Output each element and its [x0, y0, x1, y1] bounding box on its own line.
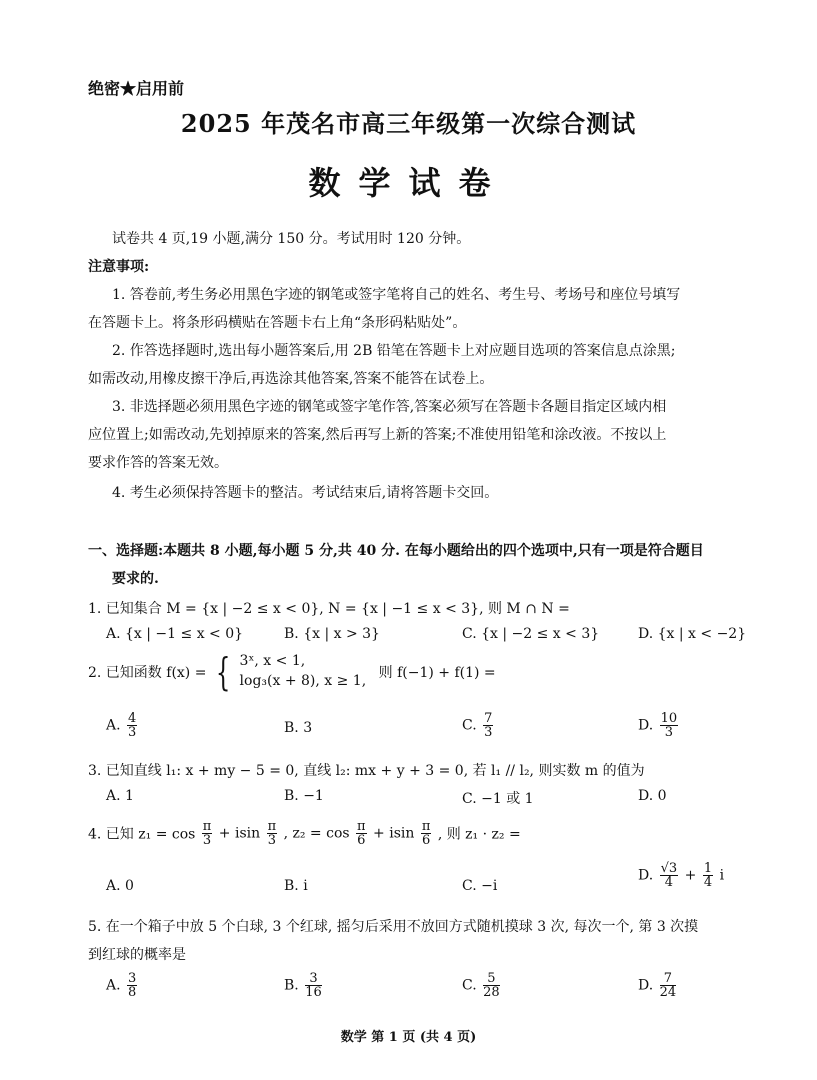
q2-d-fraction: [660, 712, 679, 739]
q5-d-label: D.: [638, 977, 654, 994]
q4-pi: π: [357, 819, 366, 834]
q4-pi: π: [202, 819, 212, 834]
q4-option-d: [638, 862, 724, 889]
q1-option-b: B. {x | x > 3}: [284, 626, 380, 642]
question-5-stem: 5. 在一个箱子中放 5 个白球, 3 个红球, 摇匀后采用不放回方式随机摸球 3 次, 每次一个, 第 3 次摸: [88, 919, 699, 935]
notice-line: 要求作答的答案无效。: [88, 455, 228, 471]
q4-d-plus: +: [684, 867, 697, 884]
q2-d-den: 3: [664, 725, 674, 740]
exam-intro: 试卷共 4 页,19 小题,满分 150 分。考试用时 120 分钟。: [112, 231, 471, 247]
question-4-stem: [88, 820, 521, 847]
q2-piecewise: [240, 652, 367, 691]
confidential-label: 绝密★启用前: [88, 79, 185, 98]
question-5-stem-cont: 到红球的概率是: [88, 947, 186, 963]
q4-part-3: , z₂ = cos: [283, 825, 350, 842]
q4-den: 6: [421, 833, 431, 848]
q4-frac-pi-3: [202, 820, 213, 847]
section-heading-cont: 要求的.: [112, 571, 159, 587]
q1-option-c: C. {x | −2 ≤ x < 3}: [462, 626, 600, 642]
q4-den: 3: [202, 833, 212, 848]
q5-b-fraction: [305, 972, 322, 999]
page-footer: 数学 第 1 页 (共 4 页): [340, 1030, 477, 1045]
q5-c-label: C.: [462, 977, 477, 994]
q4-frac-pi-3: [267, 820, 278, 847]
notice-line: 应位置上;如需改动,先划掉原来的答案,然后再写上新的答案;不准使用铅笔和涂改液。不按以上: [88, 427, 667, 443]
q1-option-a: A. {x | −1 ≤ x < 0}: [106, 626, 244, 642]
q2-d-num: 10: [660, 711, 678, 726]
notice-title: 注意事项:: [88, 259, 150, 275]
notice-line: 1. 答卷前,考生务必用黑色字迹的钢笔或签字笔将自己的姓名、考生号、考场号和座位号填写: [112, 287, 681, 303]
q2-c-den: 3: [484, 725, 493, 740]
question-3-stem: 3. 已知直线 l₁: x + my − 5 = 0, 直线 l₂: mx + y + 3 = 0, 若 l₁ // l₂, 则实数 m 的值为: [88, 763, 645, 779]
q4-d-den-2: 4: [703, 875, 713, 890]
q4-den: 6: [357, 833, 366, 848]
q2-c-fraction: [483, 712, 493, 739]
q2-a-fraction: [127, 712, 137, 739]
q1-option-d: D. {x | x < −2}: [638, 626, 747, 642]
q5-c-fraction: [483, 972, 500, 999]
q4-option-a: A. 0: [106, 878, 134, 894]
q4-frac-pi-6: [356, 820, 367, 847]
q2-a-label: A.: [106, 717, 121, 734]
q5-b-den: 16: [305, 985, 322, 1000]
q2-prefix: 2. 已知函数 f(x) =: [88, 664, 207, 681]
q2-c-label: C.: [462, 717, 477, 734]
section-heading: 一、选择题:本题共 8 小题,每小题 5 分,共 40 分. 在每小题给出的四个选项中,只有一项是符合题目: [88, 543, 704, 559]
q2-piece-2: log₃(x + 8), x ≥ 1,: [239, 672, 367, 689]
notice-line: 如需改动,用橡皮擦干净后,再选涂其他答案,答案不能答在试卷上。: [88, 371, 494, 387]
q4-d-fraction-1: [660, 862, 679, 889]
notice-line: 在答题卡上。将条形码横贴在答题卡右上角“条形码粘贴处”。: [88, 315, 467, 331]
q5-option-b: [284, 972, 324, 999]
q2-piece-1: 3ˣ, x < 1,: [239, 653, 306, 669]
q2-option-d: [638, 712, 680, 739]
q4-d-fraction-2: [703, 862, 713, 889]
q5-option-d: [638, 972, 678, 999]
q4-den: 3: [267, 833, 276, 848]
q4-d-num-1: √3: [660, 861, 678, 876]
exam-title: 2025 年茂名市高三年级第一次综合测试: [180, 109, 637, 138]
q5-b-num: 3: [305, 972, 322, 986]
subject-title: 数学试卷: [308, 164, 509, 202]
q4-d-label: D.: [638, 867, 654, 884]
q4-frac-pi-6: [421, 820, 432, 847]
q2-d-label: D.: [638, 717, 654, 734]
q3-option-c: C. −1 或 1: [462, 791, 534, 807]
q3-option-a: A. 1: [106, 788, 134, 804]
q5-option-a: [106, 972, 139, 999]
q5-option-c: [462, 972, 502, 999]
q5-d-fraction: [660, 972, 677, 999]
question-2-stem: [88, 649, 496, 694]
q5-d-num: 7: [660, 972, 677, 986]
piecewise-brace: {: [215, 649, 231, 694]
q4-d-den-1: 4: [664, 875, 674, 890]
q4-d-i: i: [719, 867, 725, 884]
q5-b-label: B.: [284, 977, 299, 994]
q2-c-num: 7: [484, 711, 493, 726]
q2-a-den: 3: [128, 725, 137, 740]
q3-option-d: D. 0: [638, 788, 667, 804]
q5-c-num: 5: [483, 972, 500, 986]
q4-part-5: , 则 z₁ · z₂ =: [437, 826, 521, 843]
q4-part-4: + isin: [373, 825, 415, 842]
q2-option-a: [106, 712, 139, 739]
question-1-stem: 1. 已知集合 M = {x | −2 ≤ x < 0}, N = {x | −1 ≤ x < 3}, 则 M ∩ N =: [88, 601, 570, 617]
q4-pi: π: [421, 819, 431, 834]
q2-suffix: 则 f(−1) + f(1) =: [378, 664, 496, 681]
q5-a-label: A.: [106, 977, 121, 994]
q5-a-fraction: [127, 972, 137, 999]
q4-part-1: 4. 已知 z₁ = cos: [88, 826, 196, 843]
q5-a-den: 8: [128, 985, 137, 1000]
q3-option-b: B. −1: [284, 788, 324, 804]
q4-d-num-2: 1: [703, 861, 713, 876]
q5-d-den: 24: [659, 985, 677, 1000]
q2-option-b: B. 3: [284, 720, 313, 736]
q2-a-num: 4: [128, 711, 137, 726]
q2-option-c: [462, 712, 495, 739]
notice-line: 4. 考生必须保持答题卡的整洁。考试结束后,请将答题卡交回。: [112, 485, 499, 501]
q4-option-c: C. −i: [462, 878, 498, 894]
notice-line: 3. 非选择题必须用黑色字迹的钢笔或签字笔作答,答案必须写在答题卡各题目指定区域内相: [112, 399, 667, 415]
q5-a-num: 3: [128, 971, 137, 986]
q4-part-2: + isin: [218, 825, 261, 842]
q5-c-den: 28: [483, 985, 500, 1000]
q4-option-b: B. i: [284, 878, 308, 894]
q4-pi: π: [267, 819, 277, 834]
notice-line: 2. 作答选择题时,选出每小题答案后,用 2B 铅笔在答题卡上对应题目选项的答案信息点涂黑;: [112, 343, 676, 359]
